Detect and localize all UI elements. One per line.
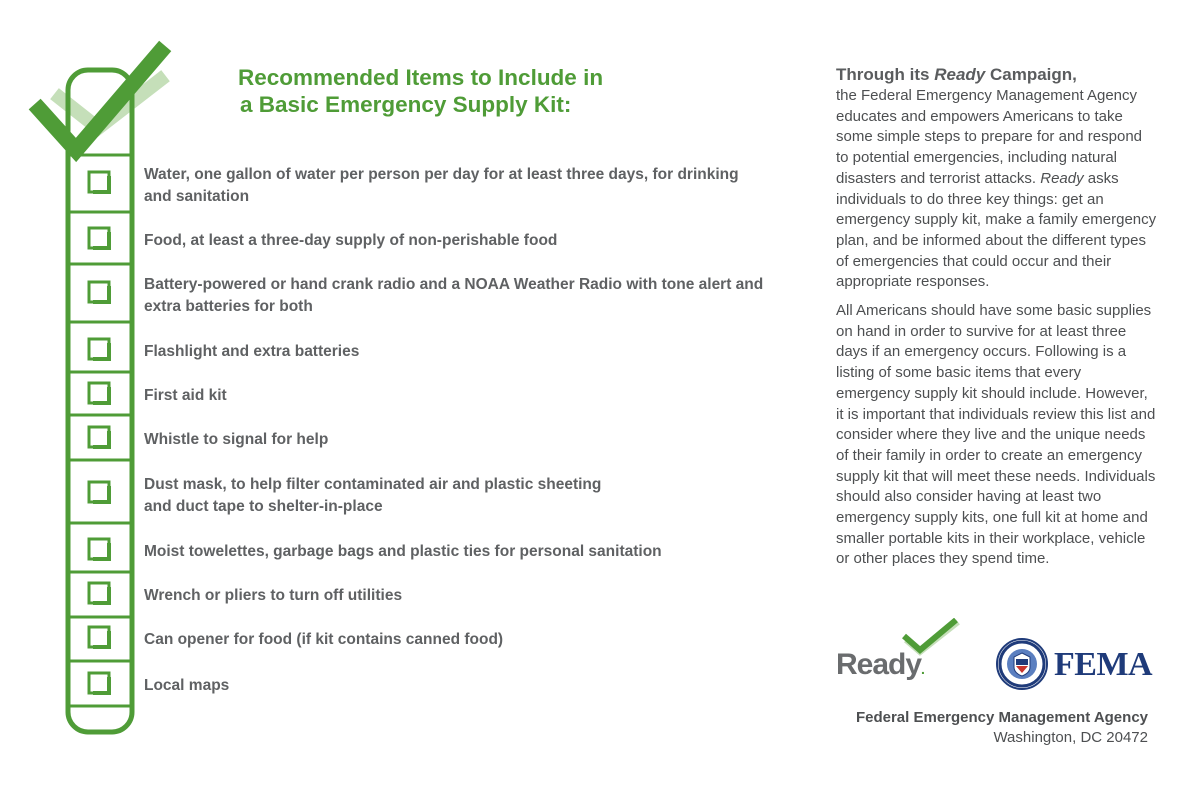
- agency-name: Federal Emergency Management Agency: [855, 709, 1148, 726]
- ready-wordmark: [836, 648, 924, 682]
- checkbox-icon: [89, 228, 109, 248]
- p1-part2: asks individuals to do three key things: get an emergency supply kit, make a family emergency plan, and be informed about the different types of emergencies that could occur and their appropriate responses.: [836, 169, 1157, 291]
- checkbox-icon: [89, 282, 109, 302]
- agency-address: Washington, DC 20472: [993, 729, 1148, 746]
- intro-lead: [836, 64, 1158, 86]
- checklist-item: Battery-powered or hand crank radio and a NOAA Weather Radio with tone alert and extra batteries for both: [144, 276, 764, 315]
- checklist-item: Can opener for food (if kit contains canned food): [144, 631, 504, 648]
- intro-paragraph-2: All Americans should have some basic supplies on hand in order to survive for at least three days if an emergency occurs. Following is a listing of some basic items that every emergency supply kit should include. However, it is important that individuals review this list and consider where they live and the unique needs of their family in order to create an emergency supply kit that will meet these needs. Individuals should also consider having at least two emergency supply kits, one full kit at home and smaller portable kits in their workplace, vehicle or other places they spend time.: [836, 302, 1156, 568]
- intro-paragraph-1: [836, 86, 1158, 293]
- checkbox-icon: [89, 583, 109, 603]
- checkbox-icon: [89, 539, 109, 559]
- checklist-item: Food, at least a three-day supply of non-perishable food: [144, 232, 558, 249]
- dhs-seal-icon: [996, 638, 1048, 690]
- title-line-2: a Basic Emergency Supply Kit:: [240, 92, 572, 117]
- checklist-item: Whistle to signal for help: [144, 431, 329, 448]
- intro-text: [836, 64, 1158, 578]
- lead-ready: Ready: [934, 65, 986, 84]
- checkbox-icon: [89, 383, 109, 403]
- checklist-item: First aid kit: [144, 387, 227, 404]
- checkbox-icon: [89, 673, 109, 693]
- checklist-item: Water, one gallon of water per person per day for at least three days, for drinking and sanitation: [144, 166, 739, 205]
- fema-logo: [996, 638, 1156, 690]
- checklist-item: Moist towelettes, garbage bags and plastic ties for personal sanitation: [144, 543, 662, 560]
- page-title: [238, 64, 758, 118]
- checkbox-icon: [89, 339, 109, 359]
- title-line-1: Recommended Items to Include in: [238, 65, 604, 90]
- lead-prefix: Through its: [836, 65, 935, 84]
- fema-wordmark: FEMA: [1054, 646, 1153, 683]
- checklist-item: Dust mask, to help filter contaminated air and plastic sheeting and duct tape to shelter-in-place: [144, 476, 602, 515]
- ready-logo: [836, 618, 966, 688]
- checkbox-icon: [89, 627, 109, 647]
- checkbox-icon: [89, 427, 109, 447]
- checklist-item: Local maps: [144, 677, 230, 694]
- checkbox-icon: [89, 172, 109, 192]
- checkbox-icon: [89, 482, 109, 502]
- p1-ready: Ready: [1040, 169, 1084, 187]
- lead-suffix: Campaign,: [985, 65, 1077, 84]
- ready-word: Ready: [836, 648, 922, 681]
- checklist-item: Wrench or pliers to turn off utilities: [144, 587, 403, 604]
- ready-dot: .: [921, 661, 924, 677]
- checklist-item: Flashlight and extra batteries: [144, 343, 360, 360]
- agency-footer: [856, 708, 1148, 748]
- p1-part1: the Federal Emergency Management Agency educates and empowers Americans to take some simple steps to prepare for and respond to potential emergencies, including natural disasters and terrorist attacks.: [836, 87, 1142, 187]
